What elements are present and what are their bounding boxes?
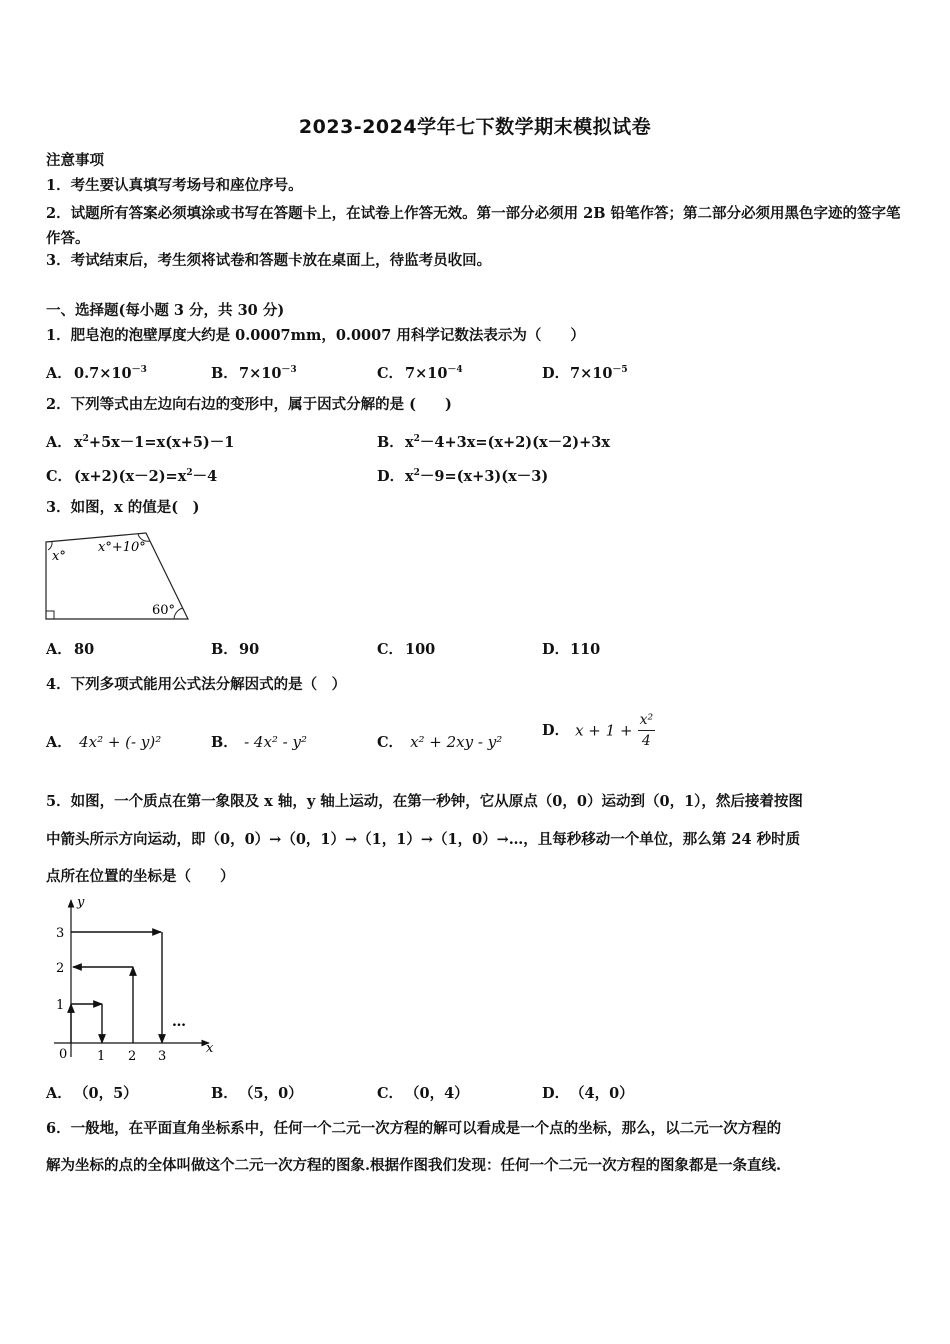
section-heading: 一、选择题(每小题 3 分，共 30 分) (46, 302, 285, 319)
q3-option-b: B．90 (211, 641, 260, 658)
x-tick-2: 2 (128, 1049, 137, 1064)
q5-option-d: D．（4，0） (542, 1085, 634, 1102)
right-angle-mark (46, 611, 54, 619)
y-axis-label: y (77, 895, 85, 910)
question-6-line-1: 6．一般地，在平面直角坐标系中，任何一个二元一次方程的解可以看成是一个点的坐标，那么，以二元一次方程的 (46, 1120, 782, 1137)
q4-option-c: C． x² + 2xy - y² (377, 733, 503, 751)
q5-option-b: B．（5，0） (211, 1085, 303, 1102)
quadrilateral-figure (40, 528, 200, 628)
continuation-dots: … (172, 1014, 186, 1030)
q5-option-a: A． （0，5） (46, 1085, 138, 1102)
fraction: $\frac{\text{x²}}{4}$ (639, 712, 654, 749)
q3-option-a: A． 80 (46, 641, 95, 658)
question-5-line-3: 点所在位置的坐标是（ ） (46, 868, 235, 885)
q3-option-c: C． 100 (377, 641, 436, 658)
x-tick-3: 3 (158, 1049, 167, 1064)
coordinate-path-figure (44, 892, 224, 1064)
q2-option-d: D．$x^2-9=(x+3)(x-3)$ (377, 468, 549, 485)
x-tick-1: 1 (97, 1049, 106, 1064)
q1-option-a: A． $0.7\times 10^{-3}$ (46, 365, 147, 382)
angle-arc-60 (174, 608, 183, 619)
q4-option-b: B． - 4x² - y² (211, 733, 308, 751)
question-1-stem: 1．肥皂泡的泡壁厚度大约是 0.0007mm，0.0007 用科学记数法表示为（ ） (46, 327, 585, 344)
notice-heading: 注意事项 (46, 152, 104, 169)
page-title: 2023-2024学年七下数学期末模拟试卷 (298, 116, 652, 138)
q4-option-d: D． x + 1 + $\frac{\text{x²}}{4}$ (542, 712, 654, 749)
q5-option-c: C． （0，4） (377, 1085, 469, 1102)
question-5-line-2: 中箭头所示方向运动，即（0，0）→（0，1）→（1，1）→（1，0）→…，且每秒移动一个单位，那么第 24 秒时质 (46, 831, 801, 848)
question-2-stem: 2．下列等式由左边向右边的变形中，属于因式分解的是 ( ) (46, 396, 452, 413)
x-axis-label: x (206, 1041, 214, 1056)
question-3-stem: 3．如图，x 的值是( ) (46, 499, 200, 516)
q1-option-c: C． $7\times 10^{-4}$ (377, 365, 463, 382)
q3-option-d: D．110 (542, 641, 601, 658)
origin-label: 0 (59, 1047, 68, 1062)
angle-label-x10: x°+10° (98, 540, 146, 555)
angle-label-60: 60° (152, 603, 176, 618)
q1-option-d: D．$7\times 10^{-5}$ (542, 365, 628, 382)
question-5-line-1: 5．如图，一个质点在第一象限及 x 轴，y 轴上运动，在第一秒钟，它从原点（0，0）运动到（0，1），然后接着按图 (46, 793, 803, 810)
q4-option-a: A． 4x² + (- y)² (46, 733, 162, 751)
question-4-stem: 4．下列多项式能用公式法分解因式的是（ ） (46, 676, 347, 693)
notice-item-3: 3．考试结束后，考生须将试卷和答题卡放在桌面上，待监考员收回。 (46, 252, 492, 269)
notice-item-1: 1．考生要认真填写考场号和座位序号。 (46, 177, 303, 194)
y-tick-2: 2 (56, 961, 65, 976)
q1-option-b: B．$7\times 10^{-3}$ (211, 365, 297, 382)
y-tick-3: 3 (56, 926, 65, 941)
y-tick-1: 1 (56, 998, 65, 1013)
q2-option-a: A． $x^2+5x-1=x(x+5)-1$ (46, 434, 235, 451)
notice-item-2: 2．试题所有答案必须填涂或书写在答题卡上，在试卷上作答无效。第一部分必须用 2B 铅笔作答；第二部分必须用黑色字迹的签字笔作答。 (46, 205, 901, 247)
q2-option-c: C． $(x+2)(x-2)=x^2-4$ (46, 468, 218, 485)
question-6-line-2: 解为坐标的点的全体叫做这个二元一次方程的图象.根据作图我们发现：任何一个二元一次方程的图象都是一条直线. (46, 1157, 782, 1174)
angle-label-x: x° (52, 549, 66, 564)
q2-option-b: B．$x^2-4+3x=(x+2)(x-2)+3x$ (377, 434, 610, 451)
